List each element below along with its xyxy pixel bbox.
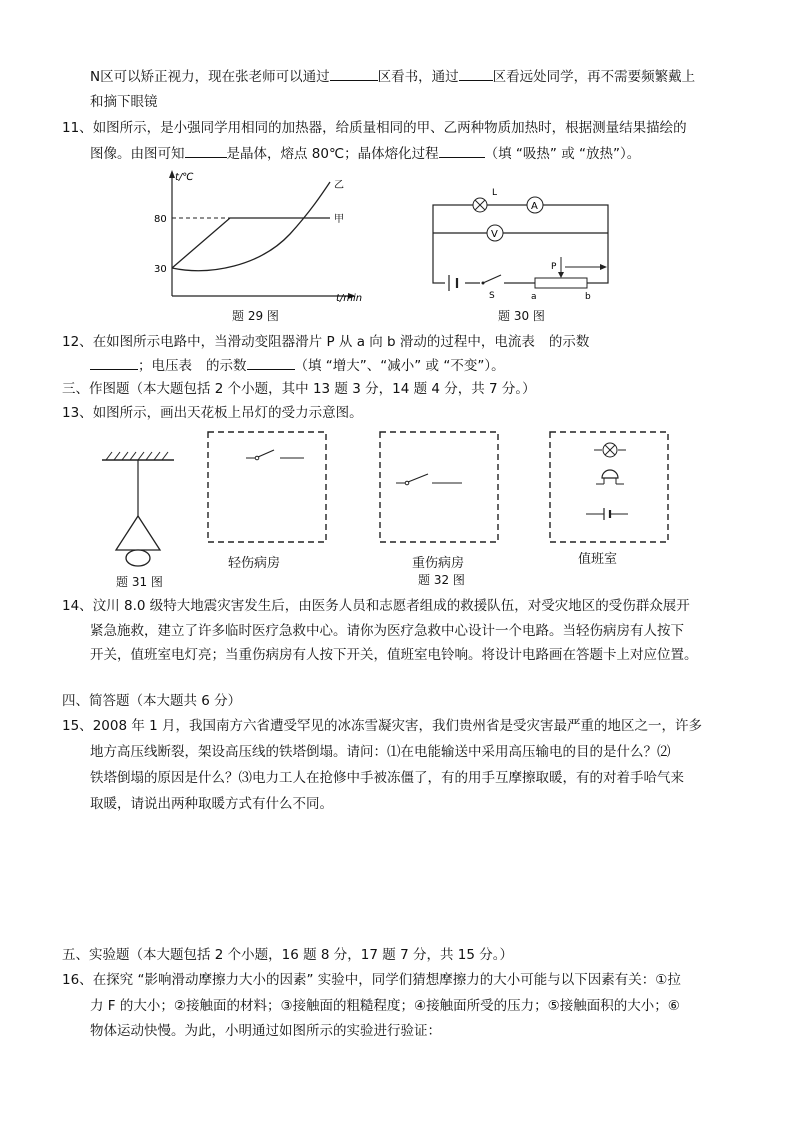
ammeter-label: A <box>531 201 538 212</box>
answer-blank[interactable] <box>439 143 485 158</box>
q12-text-b2: 的示数 <box>206 358 247 374</box>
slide-arrowhead <box>600 264 607 270</box>
answer-blank[interactable] <box>330 66 378 81</box>
q11-line2 <box>90 143 640 164</box>
ceiling-hatch <box>106 452 168 460</box>
figure-31-caption: 题 31 图 <box>116 575 163 589</box>
figure-29-caption: 题 29 图 <box>232 309 279 323</box>
answer-blank[interactable] <box>247 355 295 370</box>
q16-line3: 物体运动快慢。为此，小明通过如图所示的实验进行验证： <box>90 1023 441 1039</box>
figure-30-caption: 题 30 图 <box>498 309 545 323</box>
switch-label: S <box>489 291 495 301</box>
room-label-heavy: 重伤病房 <box>412 556 465 571</box>
q10-text-a: N区可以矫正视力，现在张老师可以通过 <box>90 69 330 85</box>
q10-text-b: 区看书，通过 <box>377 69 459 85</box>
lampshade-icon <box>116 516 160 550</box>
question-number: 15、 <box>62 718 93 734</box>
question-number: 14、 <box>62 598 93 614</box>
q11-line1 <box>62 118 687 138</box>
question-number: 12、 <box>62 334 93 350</box>
circuit-frame <box>433 205 608 283</box>
answer-blank[interactable] <box>90 355 138 370</box>
q12-text-a: 在如图所示电路中，当滑动变阻器滑片 P 从 a 向 b 滑动的过程中，电流表 <box>92 334 535 350</box>
label-jia: 甲 <box>334 214 344 225</box>
section-3-title: 三、作图题（本大题包括 2 个小题，其中 13 题 3 分，14 题 4 分，共 7 分。） <box>62 381 536 397</box>
q12-text-a2: 的示数 <box>548 334 590 350</box>
voltmeter-label: V <box>491 229 498 240</box>
q13-line <box>62 403 363 423</box>
q12-line2 <box>90 355 505 376</box>
q16-line1 <box>62 970 681 990</box>
switch-heavy-icon <box>408 474 428 482</box>
q14-line1 <box>62 596 690 616</box>
end-a-label: a <box>531 292 537 302</box>
question-number: 11、 <box>62 120 93 136</box>
rheostat-icon <box>535 278 587 288</box>
battery-gap <box>445 277 465 289</box>
q12-text-b1: ；电压表 <box>138 358 192 374</box>
q15-text-a: 2008 年 1 月，我国南方六省遭受罕见的冰冻雪凝灾害，我们贵州省是受灾害最严重的地区之一，许多 <box>92 718 703 734</box>
section-5-title: 五、实验题（本大题包括 2 个小题，16 题 8 分，17 题 7 分，共 15 分。） <box>62 947 513 963</box>
switch-pivot <box>482 282 485 285</box>
q10-text-c: 区看远处同学，再不需要频繁戴上 <box>492 69 696 85</box>
q12-text-b3: （填 “增大”、“减小” 或 “不变”）。 <box>294 358 505 374</box>
heavy-injury-room <box>380 432 498 542</box>
q13-text: 如图所示，画出天花板上吊灯的受力示意图。 <box>92 405 363 421</box>
slider-label: P <box>551 262 557 272</box>
question-number: 16、 <box>62 972 93 988</box>
room-label-duty: 值班室 <box>578 552 618 567</box>
q14-line3: 开关，值班室电灯亮；当重伤病房有人按下开关，值班室电铃响。将设计电路画在答题卡上对应位置。 <box>90 647 698 663</box>
y-axis-label: t/℃ <box>175 172 194 183</box>
q10-line2: 和摘下眼镜 <box>90 94 158 110</box>
figure-32-caption: 题 32 图 <box>418 573 465 587</box>
q15-line2: 地方高压线断裂，架设高压线的铁塔倒塌。请问：⑴在电能输送中采用高压输电的目的是什么？⑵ <box>90 744 671 760</box>
q14-text-a: 汶川 8.0 级特大地震灾害发生后，由医务人员和志愿者组成的救援队伍，对受灾地区的受伤群众展开 <box>92 598 690 614</box>
slider-tip <box>558 272 564 278</box>
q16-line2: 力 F 的大小；②接触面的材料；③接触面的粗糙程度；④接触面所受的压力；⑤接触面积的大小；⑥ <box>90 998 680 1014</box>
end-b-label: b <box>585 292 591 302</box>
q11-text-b3: （填 “吸热” 或 “放热”）。 <box>484 146 641 162</box>
q14-line2: 紧急施救，建立了许多临时医疗急救中心。请你为医疗急救中心设计一个电路。当轻伤病房有人按下 <box>90 623 684 639</box>
figure-29-graph <box>150 168 370 318</box>
label-yi: 乙 <box>334 180 344 191</box>
q10-line1 <box>90 66 695 87</box>
figure-30-circuit <box>425 185 620 305</box>
q15-line1 <box>62 716 702 736</box>
figure-31-hanging-lamp <box>98 450 178 574</box>
q11-text-b1: 图像。由图可知 <box>90 146 185 162</box>
q11-text-a: 如图所示，是小强同学用相同的加热器，给质量相同的甲、乙两种物质加热时，根据测量结果描绘的 <box>92 120 687 136</box>
q16-text-a: 在探究 “影响滑动摩擦力大小的因素” 实验中，同学们猜想摩擦力的大小可能与以下因素有关：①拉 <box>92 972 681 988</box>
lamp-label: L <box>492 188 498 198</box>
q12-line1 <box>62 332 589 352</box>
question-number: 13、 <box>62 405 93 421</box>
answer-blank[interactable] <box>185 143 227 158</box>
bulb-icon <box>126 550 150 566</box>
tick-80: 80 <box>154 214 167 225</box>
switch-light-icon <box>258 450 274 457</box>
x-axis-label: t/min <box>336 293 363 304</box>
curve-yi <box>172 182 330 271</box>
light-injury-room <box>208 432 326 542</box>
q15-line4: 取暖，请说出两种取暖方式有什么不同。 <box>90 796 333 812</box>
answer-blank[interactable] <box>459 66 493 81</box>
bell-icon <box>602 470 618 478</box>
tick-30: 30 <box>154 264 167 275</box>
figure-32-rooms <box>200 428 676 552</box>
q11-text-b2: 是晶体，熔点 80℃；晶体熔化过程 <box>226 146 439 162</box>
room-label-light: 轻伤病房 <box>228 556 281 571</box>
section-4-title: 四、简答题（本大题共 6 分） <box>62 693 242 709</box>
q15-line3: 铁塔倒塌的原因是什么？⑶电力工人在抢修中手被冻僵了，有的用手互摩擦取暖，有的对着手哈气来 <box>90 770 684 786</box>
